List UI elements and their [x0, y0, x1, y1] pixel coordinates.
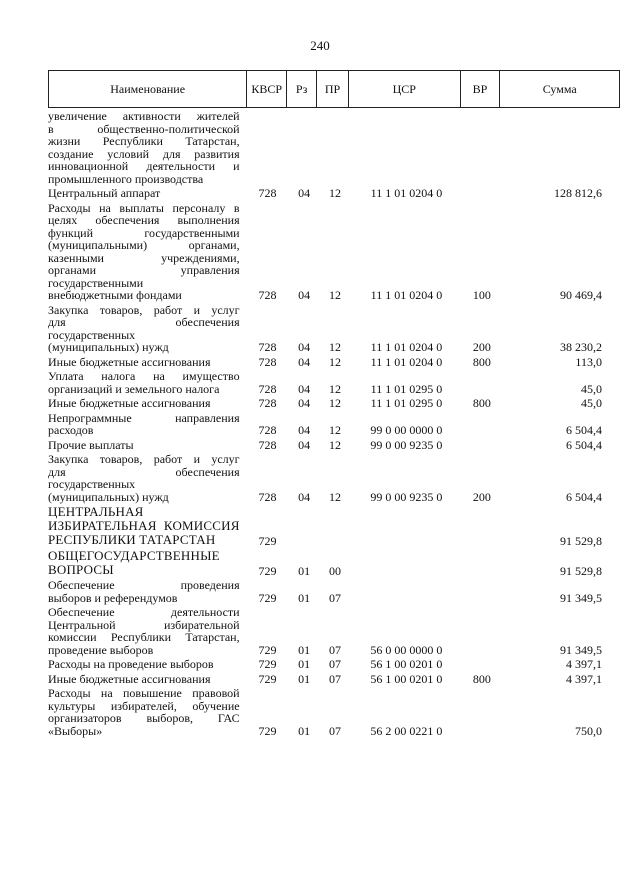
row-name-line: Расходы на выплаты персоналу в [48, 200, 240, 215]
row-name-line: государственных [48, 477, 136, 491]
page-number: 240 [310, 38, 330, 53]
row-sum: 91 529,8 [559, 563, 602, 578]
row-name [48, 412, 242, 437]
row-csr: 99 0 00 9235 0 [370, 489, 443, 504]
row-kvsr: 729 [258, 723, 277, 738]
row-name-line: организаторов выборов, ГАС [48, 711, 240, 725]
row-rz: 01 [298, 563, 311, 578]
row-pr: 07 [328, 642, 341, 657]
row-kvsr: 728 [258, 396, 277, 410]
table-row [48, 549, 620, 577]
row-csr: 56 0 00 0000 0 [370, 642, 443, 657]
row-csr: 99 0 00 0000 0 [370, 423, 443, 437]
row-sum: 91 529,8 [559, 533, 602, 548]
row-csr: 11 1 01 0204 0 [370, 340, 443, 354]
row-name-line: ИЗБИРАТЕЛЬНАЯ КОМИССИЯ [48, 518, 240, 533]
row-rz: 04 [298, 381, 311, 396]
row-kvsr: 729 [258, 563, 277, 578]
row-name-line: ВОПРОСЫ [48, 562, 114, 577]
row-name-line: комиссии Республики Татарстан, [48, 630, 240, 644]
row-name-line: целях обеспечения выполнения [48, 213, 240, 227]
row-name [48, 453, 242, 503]
row-rz: 04 [298, 437, 311, 452]
row-name-line: (муниципальных) нужд [48, 489, 169, 504]
table-row [48, 356, 620, 369]
row-name-line: Иные бюджетные ассигнования [48, 396, 211, 410]
table-row [48, 187, 620, 200]
row-name-line: культуры избирателей, обучение [48, 698, 240, 713]
table-row [48, 453, 620, 503]
row-vr: 800 [472, 396, 491, 410]
row-name-line: казенными учреждениями, [48, 250, 240, 265]
table-row [48, 397, 620, 410]
column-header-vr: ВР [461, 71, 501, 107]
row-pr: 12 [328, 340, 341, 354]
column-header-sum: Сумма [542, 81, 577, 96]
table-row [48, 673, 620, 686]
row-kvsr: 728 [258, 489, 277, 504]
row-name [48, 370, 242, 395]
row-name-line: проведение выборов [48, 642, 154, 657]
column-header-name: Наименование [49, 71, 247, 107]
row-name [48, 439, 242, 452]
row-csr: 56 2 00 0221 0 [370, 723, 443, 738]
row-name [48, 187, 242, 200]
row-vr: 800 [472, 354, 491, 369]
row-name [48, 110, 242, 185]
row-name-line: Расходы на повышение правовой [48, 686, 240, 700]
row-name [48, 687, 242, 737]
row-pr: 07 [328, 590, 341, 605]
row-vr: 200 [472, 340, 491, 354]
row-name-line: в общественно-политической [48, 121, 240, 136]
row-vr: 800 [472, 671, 491, 686]
row-sum: 90 469,4 [559, 288, 602, 302]
row-name-line: Закупка товаров, работ и услуг [48, 302, 240, 317]
row-name-line: Расходы на проведение выборов [48, 657, 214, 671]
row-kvsr: 728 [258, 288, 277, 302]
row-kvsr: 729 [258, 533, 277, 548]
row-pr: 12 [328, 354, 341, 369]
column-header-pr: ПР [317, 71, 349, 107]
row-kvsr: 728 [258, 186, 277, 200]
row-csr: 11 1 01 0295 0 [370, 381, 443, 396]
table-row [48, 370, 620, 395]
row-name [48, 658, 242, 671]
table-row [48, 687, 620, 737]
row-kvsr: 728 [258, 340, 277, 354]
row-sum: 38 230,2 [559, 340, 602, 354]
row-kvsr: 728 [258, 381, 277, 396]
row-name [48, 579, 242, 604]
row-name [48, 202, 242, 302]
row-kvsr: 729 [258, 590, 277, 605]
table-row [48, 579, 620, 604]
row-name-line: промышленного производства [48, 171, 204, 186]
row-sum: 128 812,6 [553, 186, 602, 200]
row-name [48, 304, 242, 354]
row-name [48, 356, 242, 369]
row-kvsr: 729 [258, 671, 277, 686]
row-sum: 6 504,4 [565, 437, 602, 452]
row-name-line: РЕСПУБЛИКИ ТАТАРСТАН [48, 532, 216, 547]
row-rz: 04 [298, 288, 311, 302]
row-name-line: Обеспечение деятельности [48, 605, 240, 619]
row-name-line: «Выборы» [48, 723, 103, 738]
row-name-line: организаций и земельного налога [48, 381, 220, 396]
column-header-csr: ЦСР [349, 71, 461, 107]
row-name-line: (муниципальными) органами, [48, 238, 240, 252]
table-row [48, 202, 620, 302]
row-name-line: органами управления [48, 263, 240, 277]
row-name-line: Иные бюджетные ассигнования [48, 671, 211, 686]
table-row [48, 412, 620, 437]
row-csr: 56 1 00 0201 0 [370, 671, 443, 686]
row-name-line: Центральной избирательной [48, 617, 240, 632]
row-kvsr: 728 [258, 423, 277, 437]
row-rz: 01 [298, 590, 311, 605]
row-name-line: расходов [48, 423, 94, 437]
row-kvsr: 728 [258, 354, 277, 369]
row-name-line: инновационной деятельности и [48, 159, 240, 173]
row-sum: 6 504,4 [565, 489, 602, 504]
column-header-kvsr: КВСР [247, 71, 287, 107]
row-pr: 07 [328, 657, 341, 671]
row-rz: 01 [298, 642, 311, 657]
table-row [48, 505, 620, 547]
row-name-line: Центральный аппарат [48, 186, 161, 200]
table-header [48, 70, 620, 108]
row-name-line: Иные бюджетные ассигнования [48, 354, 211, 369]
row-pr: 12 [328, 396, 341, 410]
row-name-line: Уплата налога на имущество [48, 369, 240, 383]
row-csr: 11 1 01 0204 0 [370, 186, 443, 200]
row-pr: 07 [328, 671, 341, 686]
row-kvsr: 729 [258, 642, 277, 657]
row-name-line: внебюджетными фондами [48, 288, 182, 302]
row-pr: 12 [328, 288, 341, 302]
row-name-line: Обеспечение проведения [48, 578, 240, 592]
row-rz: 01 [298, 723, 311, 738]
row-csr: 11 1 01 0204 0 [370, 288, 443, 302]
row-sum: 6 504,4 [565, 423, 602, 437]
row-pr: 12 [328, 381, 341, 396]
row-rz: 01 [298, 657, 311, 671]
row-sum: 91 349,5 [559, 590, 602, 605]
row-name [48, 549, 242, 577]
row-name-line: (муниципальных) нужд [48, 340, 169, 354]
row-name-line: жизни Республики Татарстан, [48, 134, 240, 148]
row-sum: 750,0 [574, 723, 602, 738]
row-name-line: Прочие выплаты [48, 437, 134, 452]
row-pr: 07 [328, 723, 341, 738]
row-sum: 113,0 [575, 354, 602, 369]
row-pr: 12 [328, 489, 341, 504]
row-name-line: для обеспечения [48, 464, 240, 479]
row-name-line: для обеспечения [48, 315, 240, 329]
table-body [48, 110, 620, 739]
row-pr: 12 [328, 423, 341, 437]
row-rz: 04 [298, 396, 311, 410]
row-csr: 56 1 00 0201 0 [370, 657, 443, 671]
row-name-line: ЦЕНТРАЛЬНАЯ [48, 504, 144, 519]
row-name-line: Закупка товаров, работ и услуг [48, 452, 240, 466]
row-kvsr: 729 [258, 657, 277, 671]
row-name [48, 673, 242, 686]
row-name-line: создание условий для развития [48, 146, 240, 161]
row-name [48, 505, 242, 547]
row-name-line: государственных [48, 327, 136, 342]
row-name [48, 606, 242, 656]
row-name-line: Непрограммные направления [48, 410, 240, 425]
table-row [48, 606, 620, 656]
row-rz: 04 [298, 489, 311, 504]
table-row [48, 439, 620, 452]
row-pr: 12 [328, 186, 341, 200]
table-row [48, 110, 620, 185]
row-name-line: выборов и референдумов [48, 590, 178, 605]
row-vr: 200 [472, 489, 491, 504]
row-sum: 4 397,1 [565, 671, 602, 686]
row-rz: 04 [298, 354, 311, 369]
row-name-line: увеличение активности жителей [48, 109, 240, 123]
row-sum: 45,0 [580, 396, 602, 410]
row-sum: 4 397,1 [565, 657, 602, 671]
row-csr: 99 0 00 9235 0 [370, 437, 443, 452]
table-row [48, 304, 620, 354]
row-sum: 45,0 [580, 381, 602, 396]
row-kvsr: 728 [258, 437, 277, 452]
row-rz: 04 [298, 340, 311, 354]
row-rz: 04 [298, 423, 311, 437]
row-name-line: государственными [48, 275, 144, 290]
row-pr: 12 [328, 437, 341, 452]
row-csr: 11 1 01 0204 0 [370, 354, 443, 369]
row-vr: 100 [472, 288, 491, 302]
row-pr: 00 [328, 563, 341, 578]
row-csr: 11 1 01 0295 0 [370, 396, 443, 410]
row-name [48, 397, 242, 410]
row-sum: 91 349,5 [559, 642, 602, 657]
row-rz: 04 [298, 186, 311, 200]
row-name-line: ОБЩЕГОСУДАРСТВЕННЫЕ [48, 548, 220, 563]
row-rz: 01 [298, 671, 311, 686]
row-name-line: функций государственными [48, 225, 240, 240]
table-row [48, 658, 620, 671]
column-header-rz: Рз [287, 71, 317, 107]
